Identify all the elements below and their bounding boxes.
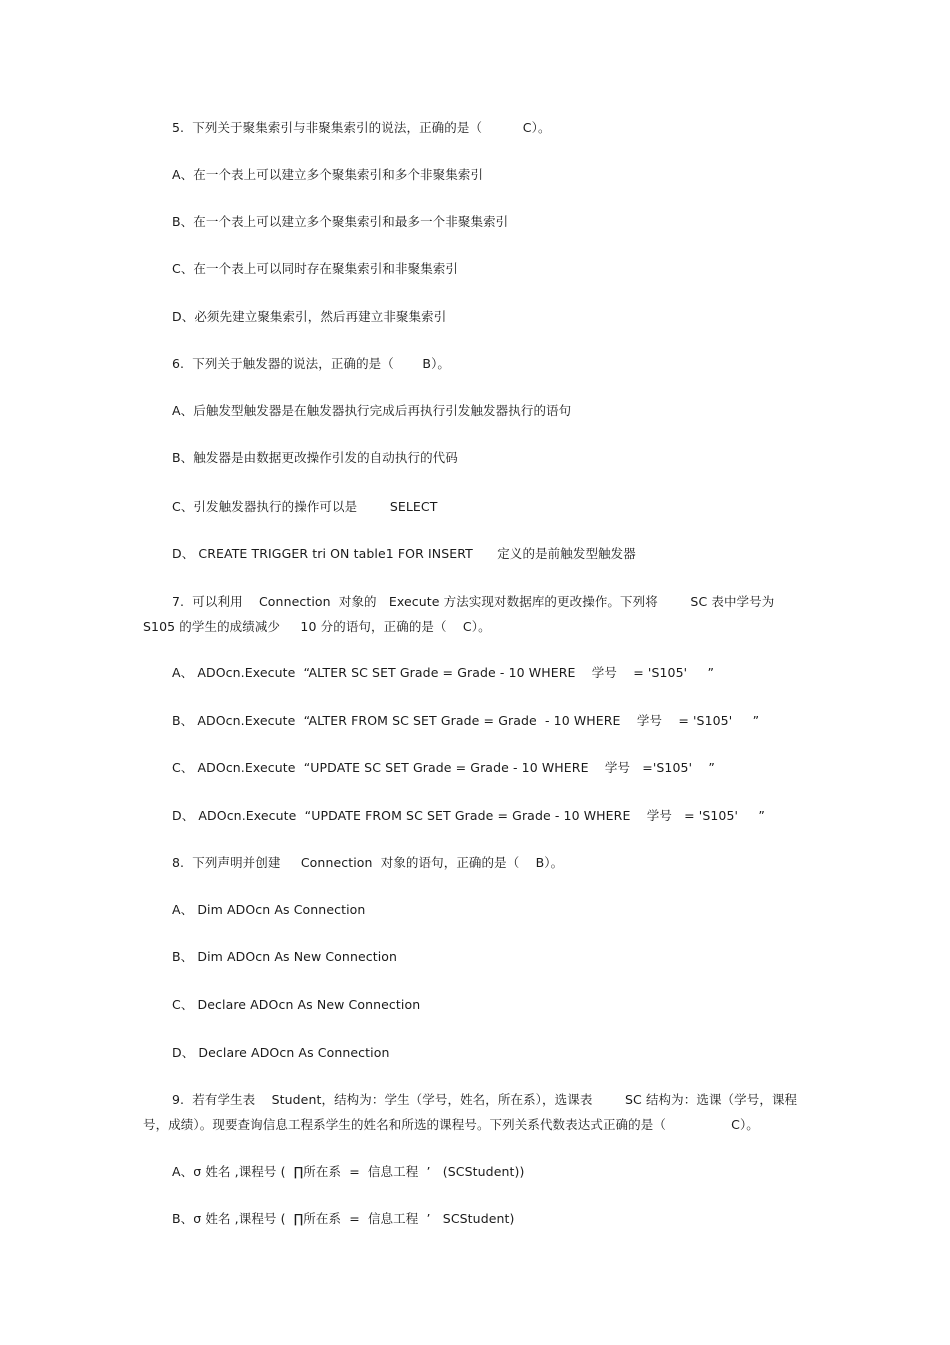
question-5-option-c: C、在一个表上可以同时存在聚集索引和非聚集索引: [172, 261, 459, 276]
question-9-option-a: A、σ 姓名 ,课程号 ( ∏所在系 = 信息工程 ’ (SCStudent)): [172, 1164, 525, 1179]
question-7-option-a: A、 ADOcn.Execute “ALTER SC SET Grade = Grade - 10 WHERE 学号 = 'S105' ”: [172, 665, 715, 680]
question-7-option-b: B、 ADOcn.Execute “ALTER FROM SC SET Grade = Grade - 10 WHERE 学号 = 'S105' ”: [172, 713, 760, 728]
question-6-option-d: D、 CREATE TRIGGER tri ON table1 FOR INSERT 定义的是前触发型触发器: [172, 546, 636, 561]
question-8-option-d: D、 Declare ADOcn As Connection: [172, 1045, 390, 1060]
question-5-option-b: B、在一个表上可以建立多个聚集索引和最多一个非聚集索引: [172, 214, 509, 229]
question-7-option-c: C、 ADOcn.Execute “UPDATE SC SET Grade = Grade - 10 WHERE 学号 ='S105' ”: [172, 760, 715, 775]
question-7-stem: 7. 可以利用 Connection 对象的 Execute 方法实现对数据库的更改操作。下列将 SC 表中学号为 S105 的学生的成绩减少 10 分的语句，正确的是（ C）。: [143, 594, 787, 634]
question-9-stem: 9. 若有学生表 Student，结构为：学生（学号，姓名，所在系），选课表 SC 结构为：选课（学号，课程号，成绩）。现要查询信息工程系学生的姓名和所选的课程号。下列关系代数表达式正确的是（ C）。: [143, 1092, 798, 1132]
question-6-stem: 6. 下列关于触发器的说法，正确的是（ B）。: [172, 356, 451, 371]
question-7-option-d: D、 ADOcn.Execute “UPDATE FROM SC SET Grade = Grade - 10 WHERE 学号 = 'S105' ”: [172, 808, 766, 823]
question-8-option-c: C、 Declare ADOcn As New Connection: [172, 997, 421, 1012]
question-5-option-d: D、必须先建立聚集索引，然后再建立非聚集索引: [172, 309, 447, 324]
question-5-stem: 5. 下列关于聚集索引与非聚集索引的说法，正确的是（ C）。: [172, 120, 551, 135]
question-8-option-a: A、 Dim ADOcn As Connection: [172, 902, 366, 917]
question-6-option-b: B、触发器是由数据更改操作引发的自动执行的代码: [172, 450, 458, 465]
question-5-option-a: A、在一个表上可以建立多个聚集索引和多个非聚集索引: [172, 167, 484, 182]
question-6-option-c: C、引发触发器执行的操作可以是 SELECT: [172, 499, 438, 514]
question-6-option-a: A、后触发型触发器是在触发器执行完成后再执行引发触发器执行的语句: [172, 403, 572, 418]
question-9-option-b: B、σ 姓名 ,课程号 ( ∏所在系 = 信息工程 ’ SCStudent): [172, 1211, 515, 1226]
question-8-stem: 8. 下列声明并创建 Connection 对象的语句，正确的是（ B）。: [172, 855, 564, 870]
question-8-option-b: B、 Dim ADOcn As New Connection: [172, 949, 398, 964]
